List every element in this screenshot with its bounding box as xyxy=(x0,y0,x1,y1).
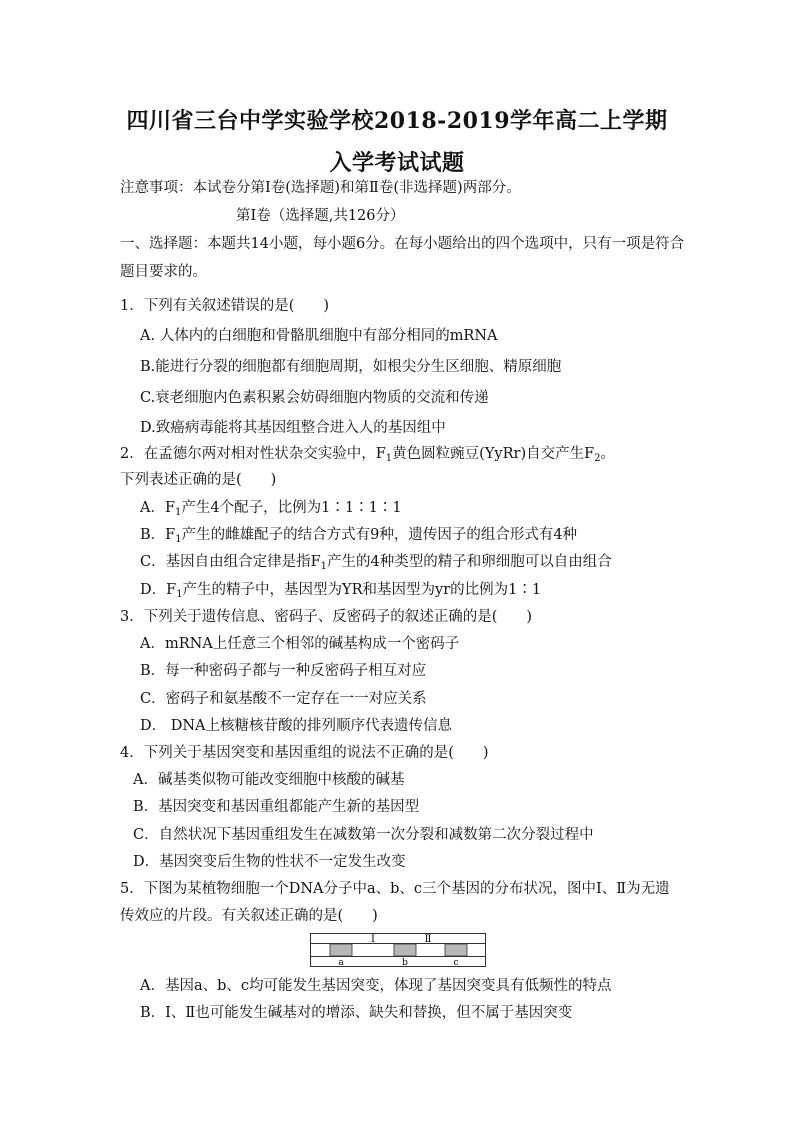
question-1-option-d: D.致癌病毒能将其基因组整合进入人的基因组中 xyxy=(140,420,446,436)
question-2-option-c: C．基因自由组合定律是指$F_1$产生的4种类型的精子和卵细胞可以自由组合 xyxy=(140,554,612,572)
segment-label-2: Ⅱ xyxy=(424,934,432,945)
question-2-stem: 2．在孟德尔两对相对性状杂交实验中，$F_1$黄色圆粒豌豆(YyRr)自交产生$F_2$。 xyxy=(120,446,616,464)
question-1-option-c: C.衰老细胞内色素积累会妨碍细胞内物质的交流和传递 xyxy=(140,390,489,406)
gene-b-segment xyxy=(394,944,416,956)
question-5-stem-line1: 5．下图为某植物细胞一个DNA分子中a、b、c三个基因的分布状况，图中Ⅰ、Ⅱ为无遗 xyxy=(120,881,670,897)
question-5-stem-line2: 传效应的片段。有关叙述正确的是( ) xyxy=(120,908,378,924)
question-3-stem: 3．下列关于遗传信息、密码子、反密码子的叙述正确的是( ) xyxy=(120,609,533,625)
question-1-option-b: B.能进行分裂的细胞都有细胞周期，如根尖分生区细胞、精原细胞 xyxy=(140,359,562,375)
dna-gene-diagram xyxy=(310,933,486,967)
question-2-option-b: B．$F_1$产生的雌雄配子的结合方式有9种，遗传因子的组合形式有4种 xyxy=(140,527,578,545)
question-3-option-d: D． DNA上核糖核苷酸的排列顺序代表遗传信息 xyxy=(140,718,453,734)
exam-title-line1: 四川省三台中学实验学校2018-2019学年高二上学期 xyxy=(126,108,668,134)
question-5-option-b: B．Ⅰ、Ⅱ也可能发生碱基对的增添、缺失和替换，但不属于基因突变 xyxy=(140,1005,573,1021)
question-4-option-c: C．自然状况下基因重组发生在减数第一次分裂和减数第二次分裂过程中 xyxy=(133,827,594,843)
question-3-option-a: A．mRNA上任意三个相邻的碱基构成一个密码子 xyxy=(140,636,460,652)
question-1-option-a: A. 人体内的白细胞和骨骼肌细胞中有部分相同的mRNA xyxy=(140,328,498,344)
question-5-option-a: A．基因a、b、c均可能发生基因突变，体现了基因突变具有低频性的特点 xyxy=(140,978,612,994)
gene-label-b: b xyxy=(402,958,408,967)
segment-label-1: Ⅰ xyxy=(371,934,375,945)
exam-title-line2: 入学考试试题 xyxy=(329,150,465,176)
section-heading: 第Ⅰ卷（选择题,共126分） xyxy=(236,208,405,224)
gene-a-segment xyxy=(330,944,352,956)
notice-text: 注意事项：本试卷分第Ⅰ卷(选择题)和第Ⅱ卷(非选择题)两部分。 xyxy=(120,180,521,196)
question-1-stem: 1．下列有关叙述错误的是( ) xyxy=(120,298,330,314)
gene-label-a: a xyxy=(338,958,344,967)
question-4-option-b: B．基因突变和基因重组都能产生新的基因型 xyxy=(133,799,420,815)
instructions-line2: 题目要求的。 xyxy=(120,264,207,280)
dna-diagram-svg xyxy=(310,933,486,967)
question-2-option-a: A．$F_1$产生4个配子，比例为1∶1∶1∶1 xyxy=(140,500,402,518)
question-4-option-a: A．碱基类似物可能改变细胞中核酸的碱基 xyxy=(133,772,405,788)
question-3-option-b: B．每一种密码子都与一种反密码子相互对应 xyxy=(140,663,427,679)
question-4-stem: 4．下列关于基因突变和基因重组的说法不正确的是( ) xyxy=(120,745,489,761)
question-2-option-d: D．$F_1$产生的精子中，基因型为YR和基因型为yr的比例为1∶1 xyxy=(140,582,542,600)
gene-label-c: c xyxy=(453,958,459,967)
instructions-line1: 一、选择题：本题共14小题，每小题6分。在每小题给出的四个选项中，只有一项是符合 xyxy=(120,236,685,252)
gene-c-segment xyxy=(445,944,467,956)
question-3-option-c: C．密码子和氨基酸不一定存在一一对应关系 xyxy=(140,691,427,707)
question-2-stem-line2: 下列表述正确的是( ) xyxy=(120,472,277,488)
question-4-option-d: D．基因突变后生物的性状不一定发生改变 xyxy=(133,854,406,870)
